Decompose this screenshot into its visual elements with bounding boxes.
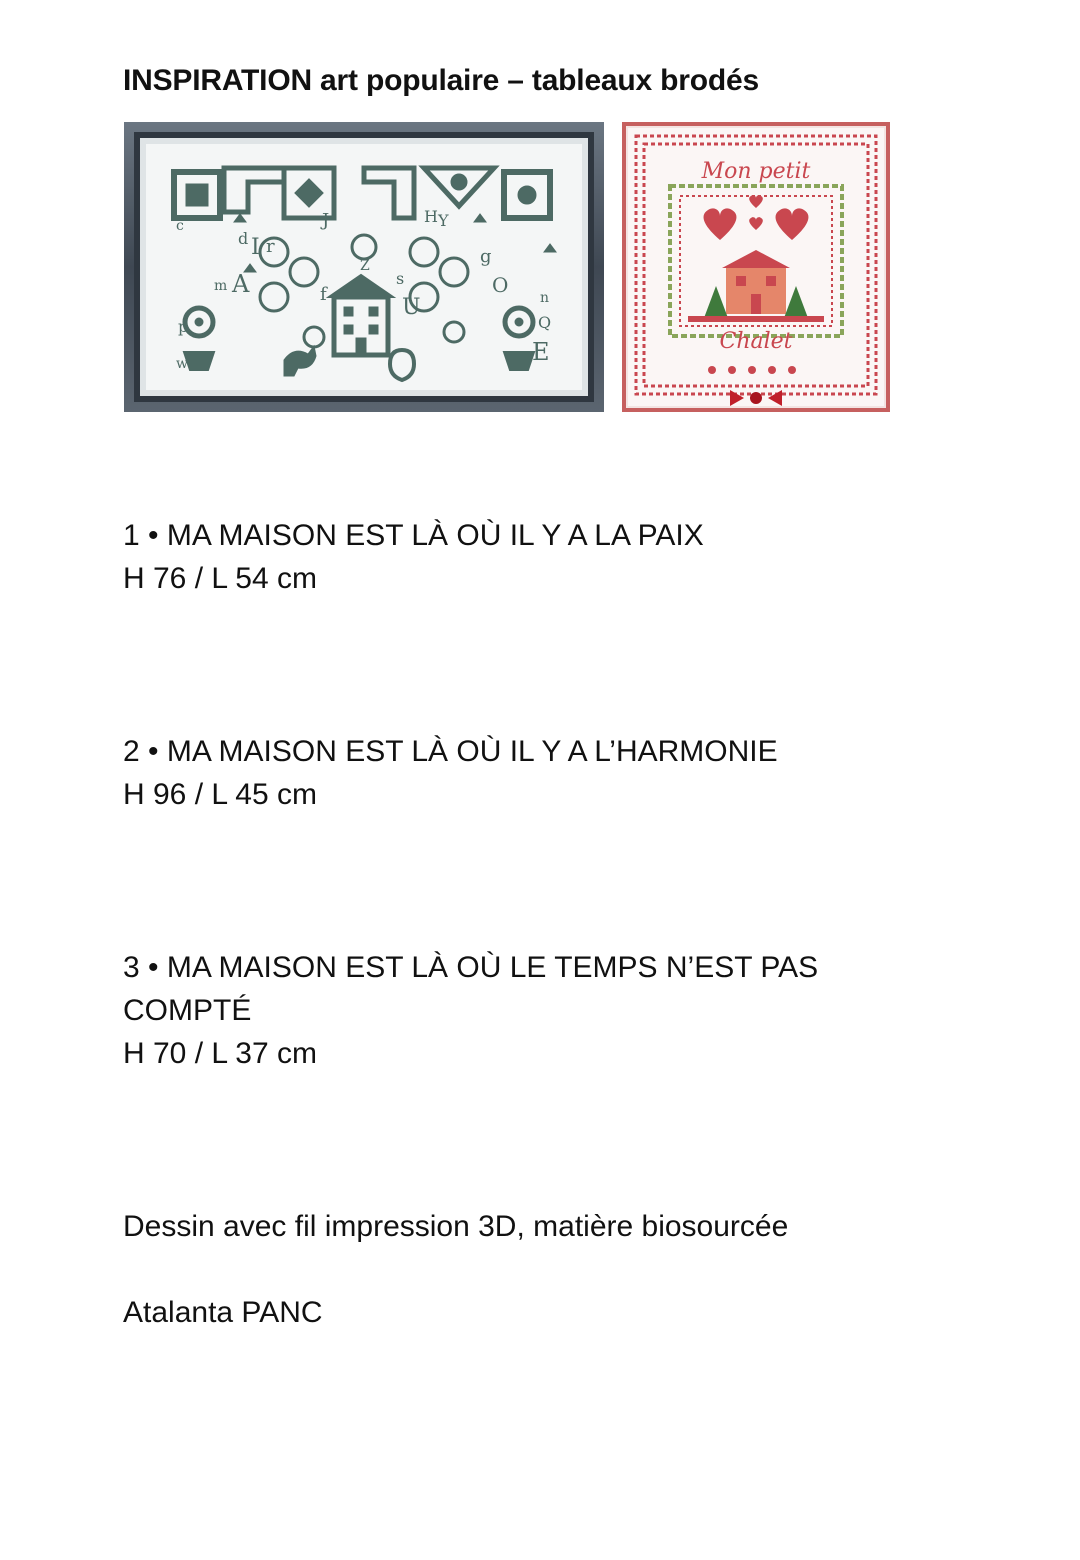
- item-title: 2 • MA MAISON EST LÀ OÙ IL Y A L’HARMONIE: [123, 735, 778, 768]
- author-name: Atalanta PANC: [123, 1296, 323, 1329]
- sampler-letter: J: [322, 210, 330, 231]
- material-note: Dessin avec fil impression 3D, matière biosourcée: [123, 1210, 789, 1243]
- sampler-image-right: [622, 122, 890, 412]
- sampler-letter: d: [238, 229, 249, 248]
- sampler-letter: Y: [438, 211, 449, 230]
- sampler-letter: U: [402, 295, 421, 320]
- sampler-letter: p: [178, 317, 189, 336]
- item-title: 1 • MA MAISON EST LÀ OÙ IL Y A LA PAIX: [123, 519, 704, 552]
- sampler-letter: Q: [538, 313, 552, 332]
- item-3: [123, 946, 843, 1075]
- sampler-letter: n: [540, 290, 550, 306]
- item-dimensions: H 76 / L 54 cm: [123, 562, 317, 595]
- sampler-letter: I: [251, 235, 260, 260]
- sampler-letter: O: [492, 273, 509, 297]
- sampler-letter: c: [176, 218, 184, 234]
- sampler-letter: w: [176, 356, 188, 372]
- sampler-letter: Z: [360, 258, 370, 274]
- sampler-letter: f: [320, 284, 327, 305]
- sampler-letter: r: [266, 236, 275, 257]
- sampler-letter: s: [396, 269, 405, 288]
- sampler-letter: E: [532, 338, 550, 366]
- item-dimensions: H 70 / L 37 cm: [123, 1037, 317, 1070]
- sampler-letter: m: [214, 278, 228, 294]
- item-dimensions: H 96 / L 45 cm: [123, 778, 317, 811]
- sampler-text-top: Mon petit: [701, 159, 811, 184]
- page-title: INSPIRATION art populaire – tableaux brodés: [123, 64, 759, 97]
- sampler-letter: g: [480, 246, 492, 267]
- sampler-letter: H: [424, 207, 438, 226]
- sampler-letter: A: [232, 270, 250, 298]
- item-2: [123, 730, 778, 816]
- sampler-image-left: [124, 122, 604, 412]
- sampler-text-bottom: Chalet: [719, 329, 793, 354]
- item-title: 3 • MA MAISON EST LÀ OÙ LE TEMPS N’EST PAS COMPTÉ: [123, 951, 819, 1027]
- item-1: [123, 514, 704, 600]
